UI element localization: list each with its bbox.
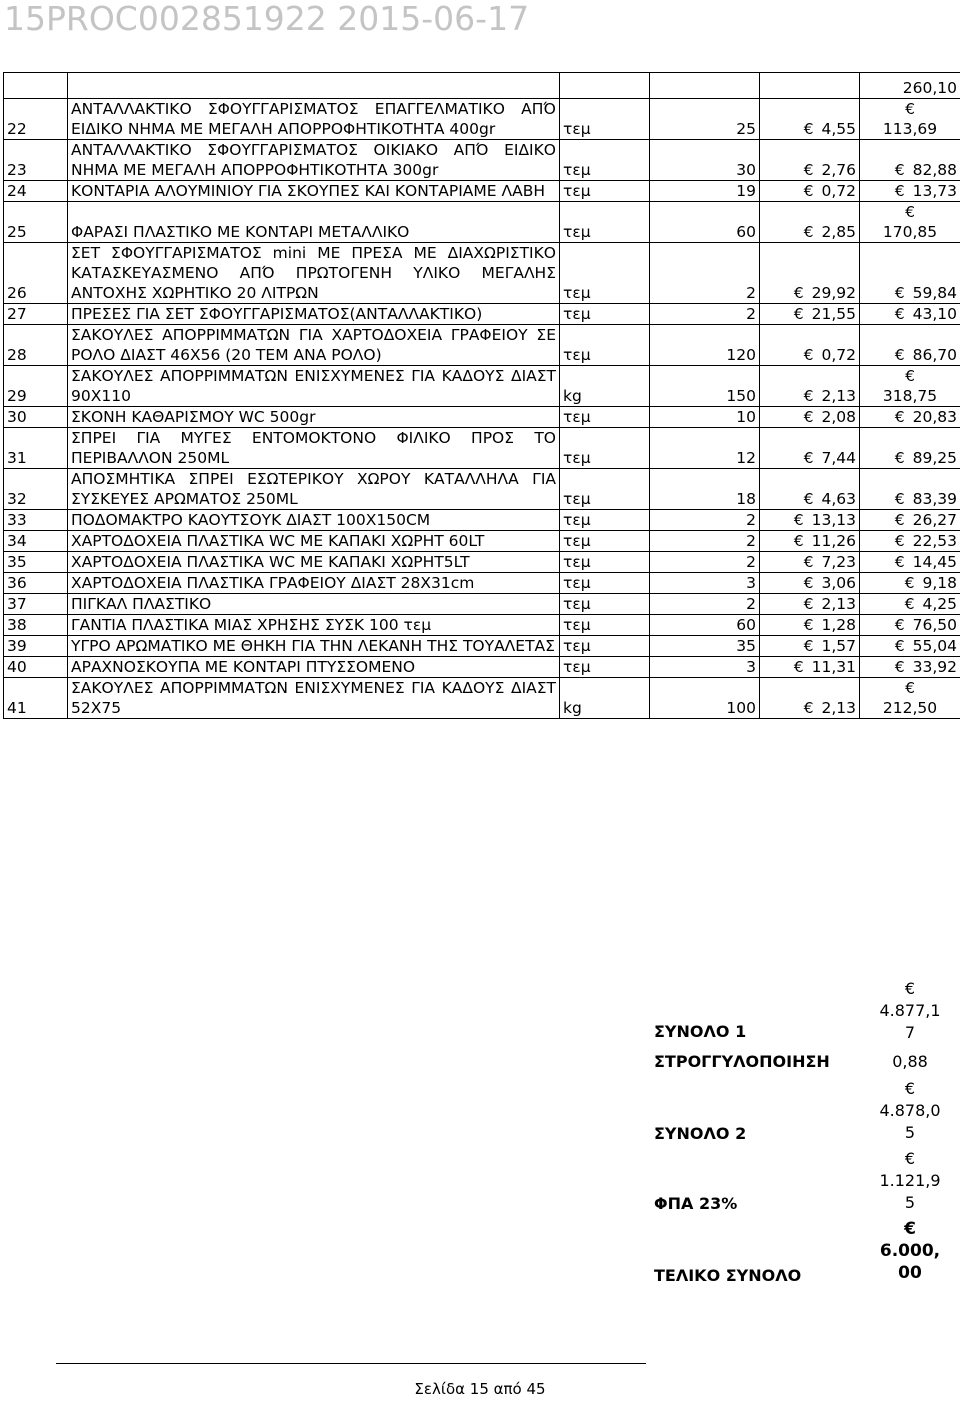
total-value: 89,25 [912,449,957,467]
unit-price-value: 7,44 [821,449,856,467]
total-value: 170,85 [882,223,938,241]
subtotal1-label: ΣΥΝΟΛΟ 1 [654,1022,747,1041]
euro-sign: € [905,100,915,118]
row-unit: τεμ [560,594,650,615]
table-row [4,99,960,140]
vat-row [640,1148,958,1216]
euro-sign: € [904,1219,916,1239]
row-description: ΣΚΟΝΗ ΚΑΘΑΡΙΣΜΟΥ WC 500gr [68,407,560,428]
row-total [860,510,960,531]
unit-price-value: 0,72 [821,346,856,364]
row-total [860,99,960,140]
unit-price-value: 4,55 [821,120,856,138]
row-number: 33 [4,510,68,531]
row-unit-price [760,552,860,573]
row-unit: τεμ [560,304,650,325]
row-unit: kg [560,678,650,719]
row-unit-price [760,202,860,243]
row-quantity: 2 [650,243,760,304]
unit-price-value: 3,06 [821,574,856,592]
row-number: 39 [4,636,68,657]
row-unit: kg [560,366,650,407]
euro-sign: € [803,449,814,467]
row-number: 23 [4,140,68,181]
euro-sign: € [894,284,905,302]
unit-price-value: 2,08 [821,408,856,426]
row-unit-price [760,325,860,366]
cell-empty [68,73,560,99]
unit-price-value: 0,72 [821,182,856,200]
document-id-header: 15PROC002851922 2015-06-17 [4,0,530,38]
cell-empty [650,73,760,99]
row-unit: τεμ [560,243,650,304]
row-unit-price [760,657,860,678]
grand-total-value-line1: 6.000, [879,1241,941,1261]
euro-sign: € [894,305,905,323]
total-value: 76,50 [912,616,957,634]
row-number: 34 [4,531,68,552]
row-total [860,636,960,657]
table-row [4,140,960,181]
subtotal2-row [640,1076,958,1148]
total-value: 43,10 [912,305,957,323]
row-description: ΓΑΝΤΙΑ ΠΛΑΣΤΙΚΑ ΜΙΑΣ ΧΡΗΣΗΣ ΣΥΣΚ 100 τεμ [68,615,560,636]
row-quantity: 150 [650,366,760,407]
euro-sign: € [894,616,905,634]
table-row [4,181,960,202]
table-row [4,243,960,304]
row-number: 24 [4,181,68,202]
total-value: 22,53 [912,532,957,550]
table-row [4,636,960,657]
euro-sign: € [803,223,814,241]
grand-total-label: ΤΕΛΙΚΟ ΣΥΝΟΛΟ [654,1266,802,1285]
row-number: 27 [4,304,68,325]
table-row [4,594,960,615]
unit-price-value: 4,63 [821,490,856,508]
cell-empty [760,73,860,99]
row-unit: τεμ [560,573,650,594]
euro-sign: € [803,120,814,138]
row-total [860,428,960,469]
table-row [4,325,960,366]
total-value: 4,25 [922,595,957,613]
subtotal2-value-line1: 4.878,0 [879,1101,941,1120]
total-value: 59,84 [912,284,957,302]
row-total [860,202,960,243]
euro-sign: € [793,658,804,676]
row-total [860,552,960,573]
row-quantity: 25 [650,99,760,140]
row-unit-price [760,407,860,428]
euro-sign: € [793,511,804,529]
row-quantity: 12 [650,428,760,469]
row-description: ΣΑΚΟΥΛΕΣ ΑΠΟΡΡΙΜΜΑΤΩΝ ΓΙΑ ΧΑΡΤΟΔΟΧΕΙΑ ΓΡΑΦΕΙΟΥ ΣΕ ΡΟΛΟ ΔΙΑΣΤ 46Χ56 (20 ΤΕΜ ΑΝΑ ΡΟΛΟ) [68,325,560,366]
row-quantity: 35 [650,636,760,657]
row-unit-price [760,531,860,552]
row-unit: τεμ [560,325,650,366]
euro-sign: € [894,490,905,508]
table-row [4,510,960,531]
row-quantity: 3 [650,573,760,594]
row-unit-price [760,636,860,657]
table-row [4,202,960,243]
row-number: 29 [4,366,68,407]
page-number: Σελίδα 15 από 45 [414,1380,546,1398]
euro-sign: € [803,616,814,634]
row-number: 36 [4,573,68,594]
row-unit: τεμ [560,428,650,469]
row-unit-price [760,510,860,531]
row-unit: τεμ [560,636,650,657]
euro-sign: € [894,182,905,200]
total-value: 55,04 [912,637,957,655]
total-value: 33,92 [912,658,957,676]
euro-sign: € [904,574,915,592]
subtotal1-value-line1: 4.877,1 [879,1001,941,1020]
euro-sign: € [904,1079,916,1098]
row-total [860,243,960,304]
table-row [4,573,960,594]
vat-value [870,1148,950,1214]
row-total [860,407,960,428]
table-row [4,531,960,552]
euro-sign: € [894,449,905,467]
row-total [860,678,960,719]
row-description: ΠΙΓΚΑΛ ΠΛΑΣΤΙΚΟ [68,594,560,615]
euro-sign: € [793,532,804,550]
row-quantity: 2 [650,531,760,552]
rounding-value: 0,88 [892,1052,928,1071]
row-total [860,531,960,552]
table-row [4,366,960,407]
unit-price-value: 11,31 [811,658,856,676]
row-unit: τεμ [560,552,650,573]
euro-sign: € [894,658,905,676]
total-value: 86,70 [912,346,957,364]
row-unit-price [760,366,860,407]
row-unit-price [760,678,860,719]
row-description: ΥΓΡΟ ΑΡΩΜΑΤΙΚΟ ΜΕ ΘΗΚΗ ΓΙΑ ΤΗΝ ΛΕΚΑΝΗ ΤΗΣ ΤΟΥΑΛΕΤΑΣ [68,636,560,657]
unit-price-value: 1,57 [821,637,856,655]
subtotal1-value [870,978,950,1044]
unit-price-value: 2,76 [821,161,856,179]
cell-empty [560,73,650,99]
total-value: 13,73 [912,182,957,200]
row-total [860,573,960,594]
items-table-body [4,73,960,719]
row-unit-price [760,594,860,615]
unit-price-value: 13,13 [811,511,856,529]
total-value: 83,39 [912,490,957,508]
euro-sign: € [904,979,916,998]
row-description: ΦΑΡΑΣΙ ΠΛΑΣΤΙΚΟ ΜΕ ΚΟΝΤΑΡΙ ΜΕΤΑΛΛΙΚΟ [68,202,560,243]
row-number: 37 [4,594,68,615]
row-unit: τεμ [560,615,650,636]
row-total [860,469,960,510]
euro-sign: € [905,367,915,385]
row-number: 30 [4,407,68,428]
total-value: 14,45 [912,553,957,571]
row-quantity: 120 [650,325,760,366]
row-number: 41 [4,678,68,719]
row-description: ΣΕΤ ΣΦΟΥΓΓΑΡΙΣΜΑΤΟΣ mini ΜΕ ΠΡΕΣΑ ΜΕ ΔΙΑΧΩΡΙΣΤΙΚΟ ΚΑΤΑΣΚΕΥΑΣΜΕΝΟ ΑΠΌ ΠΡΩΤΟΓΕΝΗ ΥΛΙΚΟ ΜΕΓΑΛΗΣ ΑΝΤΟΧΗΣ ΧΩΡΗΤΙΚΟ 20 ΛΙΤΡΩΝ [68,243,560,304]
row-unit: τεμ [560,407,650,428]
row-number: 38 [4,615,68,636]
unit-price-value: 2,13 [821,595,856,613]
row-total [860,304,960,325]
row-quantity: 2 [650,510,760,531]
row-unit: τεμ [560,181,650,202]
table-row-header-total [4,73,960,99]
grand-total-value [870,1218,950,1284]
rounding-label: ΣΤΡΟΓΓΥΛΟΠΟΙΗΣΗ [654,1052,830,1071]
row-number: 22 [4,99,68,140]
vat-value-line2: 5 [904,1193,916,1212]
row-unit-price [760,243,860,304]
unit-price-value: 29,92 [811,284,856,302]
row-total [860,325,960,366]
row-quantity: 18 [650,469,760,510]
row-total [860,594,960,615]
subtotal1-value-line2: 7 [904,1023,916,1042]
unit-price-value: 2,13 [821,387,856,405]
row-unit-price [760,140,860,181]
total-value: 113,69 [882,120,938,138]
euro-sign: € [803,346,814,364]
row-number: 40 [4,657,68,678]
subtotal2-value [870,1078,950,1144]
euro-sign: € [803,161,814,179]
row-description: ΑΡΑΧΝΟΣΚΟΥΠΑ ΜΕ ΚΟΝΤΑΡΙ ΠΤΥΣΣΟΜΕΝΟ [68,657,560,678]
euro-sign: € [803,182,814,200]
row-quantity: 2 [650,304,760,325]
row-quantity: 2 [650,594,760,615]
row-quantity: 30 [650,140,760,181]
row-description: ΣΑΚΟΥΛΕΣ ΑΠΟΡΡΙΜΜΑΤΩΝ ΕΝΙΣΧΥΜΕΝΕΣ ΓΙΑ ΚΑΔΟΥΣ ΔΙΑΣΤ 90Χ110 [68,366,560,407]
row-description: ΧΑΡΤΟΔΟΧΕΙΑ ΠΛΑΣΤΙΚΑ WC ΜΕ ΚΑΠΑΚΙ ΧΩΡΗΤ5LT [68,552,560,573]
table-row [4,678,960,719]
footer-divider [56,1363,646,1364]
row-description: ΚΟΝΤΑΡΙΑ ΑΛΟΥΜΙΝΙΟΥ ΓΙΑ ΣΚΟΥΠΕΣ ΚΑΙ ΚΟΝΤΑΡΙΑΜΕ ΛΑΒΗ [68,181,560,202]
euro-sign: € [894,408,905,426]
row-description: ΧΑΡΤΟΔΟΧΕΙΑ ΠΛΑΣΤΙΚΑ ΓΡΑΦΕΙΟΥ ΔΙΑΣΤ 28Χ31cm [68,573,560,594]
row-description: ΑΝΤΑΛΛΑΚΤΙΚΟ ΣΦΟΥΓΓΑΡΙΣΜΑΤΟΣ ΕΠΑΓΓΕΛΜΑΤΙΚΟ ΑΠΌ ΕΙΔΙΚΟ ΝΗΜΑ ΜΕ ΜΕΓΑΛΗ ΑΠΟΡΡΟΦΗΤΙΚΟΤΗΤΑ 400gr [68,99,560,140]
total-value: 82,88 [912,161,957,179]
row-unit-price [760,304,860,325]
grand-total-value-line2: 00 [898,1263,922,1283]
row-unit: τεμ [560,99,650,140]
subtotal1-row [640,976,958,1046]
euro-sign: € [803,574,814,592]
table-row [4,304,960,325]
row-quantity: 10 [650,407,760,428]
row-number: 31 [4,428,68,469]
row-total [860,657,960,678]
cell-empty [4,73,68,99]
vat-value-line1: 1.121,9 [879,1171,941,1190]
row-description: ΑΝΤΑΛΛΑΚΤΙΚΟ ΣΦΟΥΓΓΑΡΙΣΜΑΤΟΣ ΟΙΚΙΑΚΟ ΑΠΌ ΕΙΔΙΚΟ ΝΗΜΑ ΜΕ ΜΕΓΑΛΗ ΑΠΟΡΡΟΦΗΤΙΚΟΤΗΤΑ 300gr [68,140,560,181]
row-number: 35 [4,552,68,573]
table-row [4,615,960,636]
row-total [860,181,960,202]
euro-sign: € [904,1149,916,1168]
euro-sign: € [803,553,814,571]
row-description: ΠΟΔΟΜΑΚΤΡΟ ΚΑΟΥΤΣΟΥΚ ΔΙΑΣΤ 100Χ150CM [68,510,560,531]
unit-price-value: 7,23 [821,553,856,571]
row-unit: τεμ [560,531,650,552]
subtotal2-label: ΣΥΝΟΛΟ 2 [654,1124,747,1143]
unit-price-value: 2,85 [821,223,856,241]
row-unit-price [760,181,860,202]
row-quantity: 100 [650,678,760,719]
row-unit-price [760,469,860,510]
total-value: 26,27 [912,511,957,529]
table-row [4,407,960,428]
vat-label: ΦΠΑ 23% [654,1194,738,1213]
euro-sign: € [894,161,905,179]
items-table [3,72,960,719]
row-description: ΣΠΡΕΙ ΓΙΑ ΜΥΓΕΣ ΕΝΤΟΜΟΚΤΟΝΟ ΦΙΛΙΚΟ ΠΡΟΣ ΤΟ ΠΕΡΙΒΑΛΛΟΝ 250ML [68,428,560,469]
row-number: 26 [4,243,68,304]
table-row [4,428,960,469]
euro-sign: € [904,595,915,613]
previous-page-total: 260,10 [860,73,960,99]
row-unit-price [760,615,860,636]
euro-sign: € [803,595,814,613]
row-unit: τεμ [560,140,650,181]
row-description: ΣΑΚΟΥΛΕΣ ΑΠΟΡΡΙΜΜΑΤΩΝ ΕΝΙΣΧΥΜΕΝΕΣ ΓΙΑ ΚΑΔΟΥΣ ΔΙΑΣΤ 52Χ75 [68,678,560,719]
row-quantity: 60 [650,202,760,243]
euro-sign: € [894,637,905,655]
unit-price-value: 11,26 [811,532,856,550]
rounding-row [640,1050,958,1076]
row-unit-price [760,428,860,469]
row-quantity: 19 [650,181,760,202]
row-total [860,366,960,407]
total-value: 20,83 [912,408,957,426]
row-unit-price [760,99,860,140]
row-unit: τεμ [560,657,650,678]
euro-sign: € [894,532,905,550]
euro-sign: € [894,511,905,529]
row-total [860,140,960,181]
unit-price-value: 2,13 [821,699,856,717]
row-unit-price [760,573,860,594]
euro-sign: € [793,284,804,302]
total-value: 318,75 [882,387,938,405]
euro-sign: € [803,637,814,655]
euro-sign: € [803,387,814,405]
euro-sign: € [894,553,905,571]
row-description: ΠΡΕΣΕΣ ΓΙΑ ΣΕΤ ΣΦΟΥΓΓΑΡΙΣΜΑΤΟΣ(ΑΝΤΑΛΛΑΚΤΙΚΟ) [68,304,560,325]
euro-sign: € [793,305,804,323]
table-row [4,657,960,678]
row-unit: τεμ [560,510,650,531]
euro-sign: € [905,203,915,221]
row-number: 28 [4,325,68,366]
euro-sign: € [803,408,814,426]
row-number: 25 [4,202,68,243]
total-value: 212,50 [882,699,938,717]
subtotal2-value-line2: 5 [904,1123,916,1142]
unit-price-value: 21,55 [811,305,856,323]
grand-total-row [640,1216,958,1288]
row-quantity: 3 [650,657,760,678]
row-unit: τεμ [560,469,650,510]
total-value: 9,18 [922,574,957,592]
row-number: 32 [4,469,68,510]
euro-sign: € [905,679,915,697]
row-description: ΧΑΡΤΟΔΟΧΕΙΑ ΠΛΑΣΤΙΚΑ WC ΜΕ ΚΑΠΑΚΙ ΧΩΡΗΤ 60LT [68,531,560,552]
row-unit: τεμ [560,202,650,243]
table-row [4,469,960,510]
row-total [860,615,960,636]
unit-price-value: 1,28 [821,616,856,634]
euro-sign: € [803,699,814,717]
row-quantity: 60 [650,615,760,636]
euro-sign: € [894,346,905,364]
row-description: ΑΠΟΣΜΗΤΙΚΑ ΣΠΡΕΙ ΕΣΩΤΕΡΙΚΟΥ ΧΩΡΟΥ ΚΑΤΑΛΛΗΛΑ ΓΙΑ ΣΥΣΚΕΥΕΣ ΑΡΩΜΑΤΟΣ 250ML [68,469,560,510]
euro-sign: € [803,490,814,508]
table-row [4,552,960,573]
row-quantity: 2 [650,552,760,573]
